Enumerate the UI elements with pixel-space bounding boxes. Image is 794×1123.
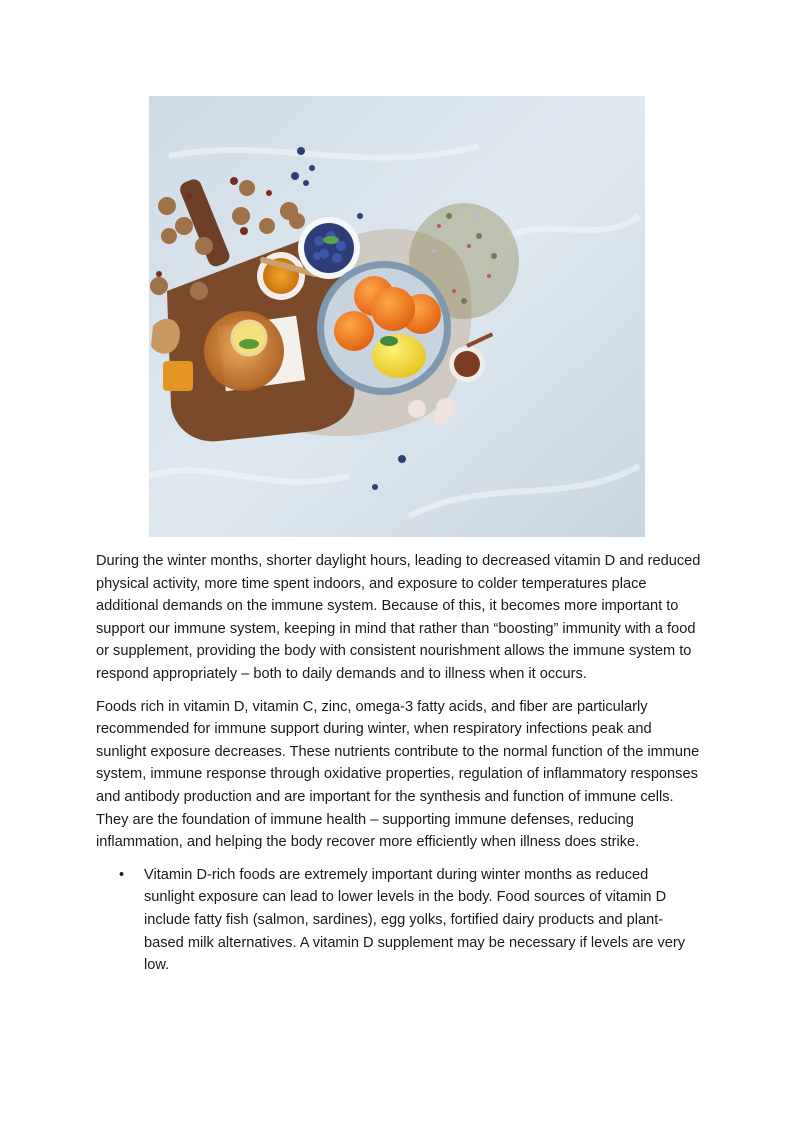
list-item-text: Vitamin D-rich foods are extremely important during winter months as reduced sunlight exposure can lead to lower levels in the body. Food sources of vitamin D include fatty fish (salmon, sardines), egg yolks, fortified dairy products and plant-based milk alternatives. A vitamin D supplement may be necessary if levels are very low. xyxy=(144,866,686,974)
nutrient-list xyxy=(96,864,702,977)
bullet-icon: • xyxy=(119,866,125,883)
winter-foods-photo xyxy=(149,96,645,537)
list-item-vitamin-d xyxy=(119,864,702,977)
article-body xyxy=(96,550,702,977)
nutrients-paragraph: Foods rich in vitamin D, vitamin C, zinc, omega-3 fatty acids, and fiber are particularly recommended for immune support during winter, when respiratory infections peak and sunlight exposure decreases. These nutrients contribute to the normal function of the immune system, immune response through oxidative properties, regulation of inflammatory responses and antibody production and are important for the synthesis and function of immune cells. They are the foundation of immune health – supporting immune defenses, reducing inflammation, and helping the body recover more efficiently when illness does strike. xyxy=(96,698,700,851)
intro-paragraph: During the winter months, shorter daylight hours, leading to decreased vitamin D and reduced physical activity, more time spent indoors, and exposure to colder temperatures place additional demands on the immune system. Because of this, it becomes more important to support our immune system, keeping in mind that rather than “boosting” immunity with a food or supplement, providing the body with consistent nourishment allows the immune system to respond appropriately – both to daily demands and to illness when it occurs. xyxy=(96,553,701,682)
